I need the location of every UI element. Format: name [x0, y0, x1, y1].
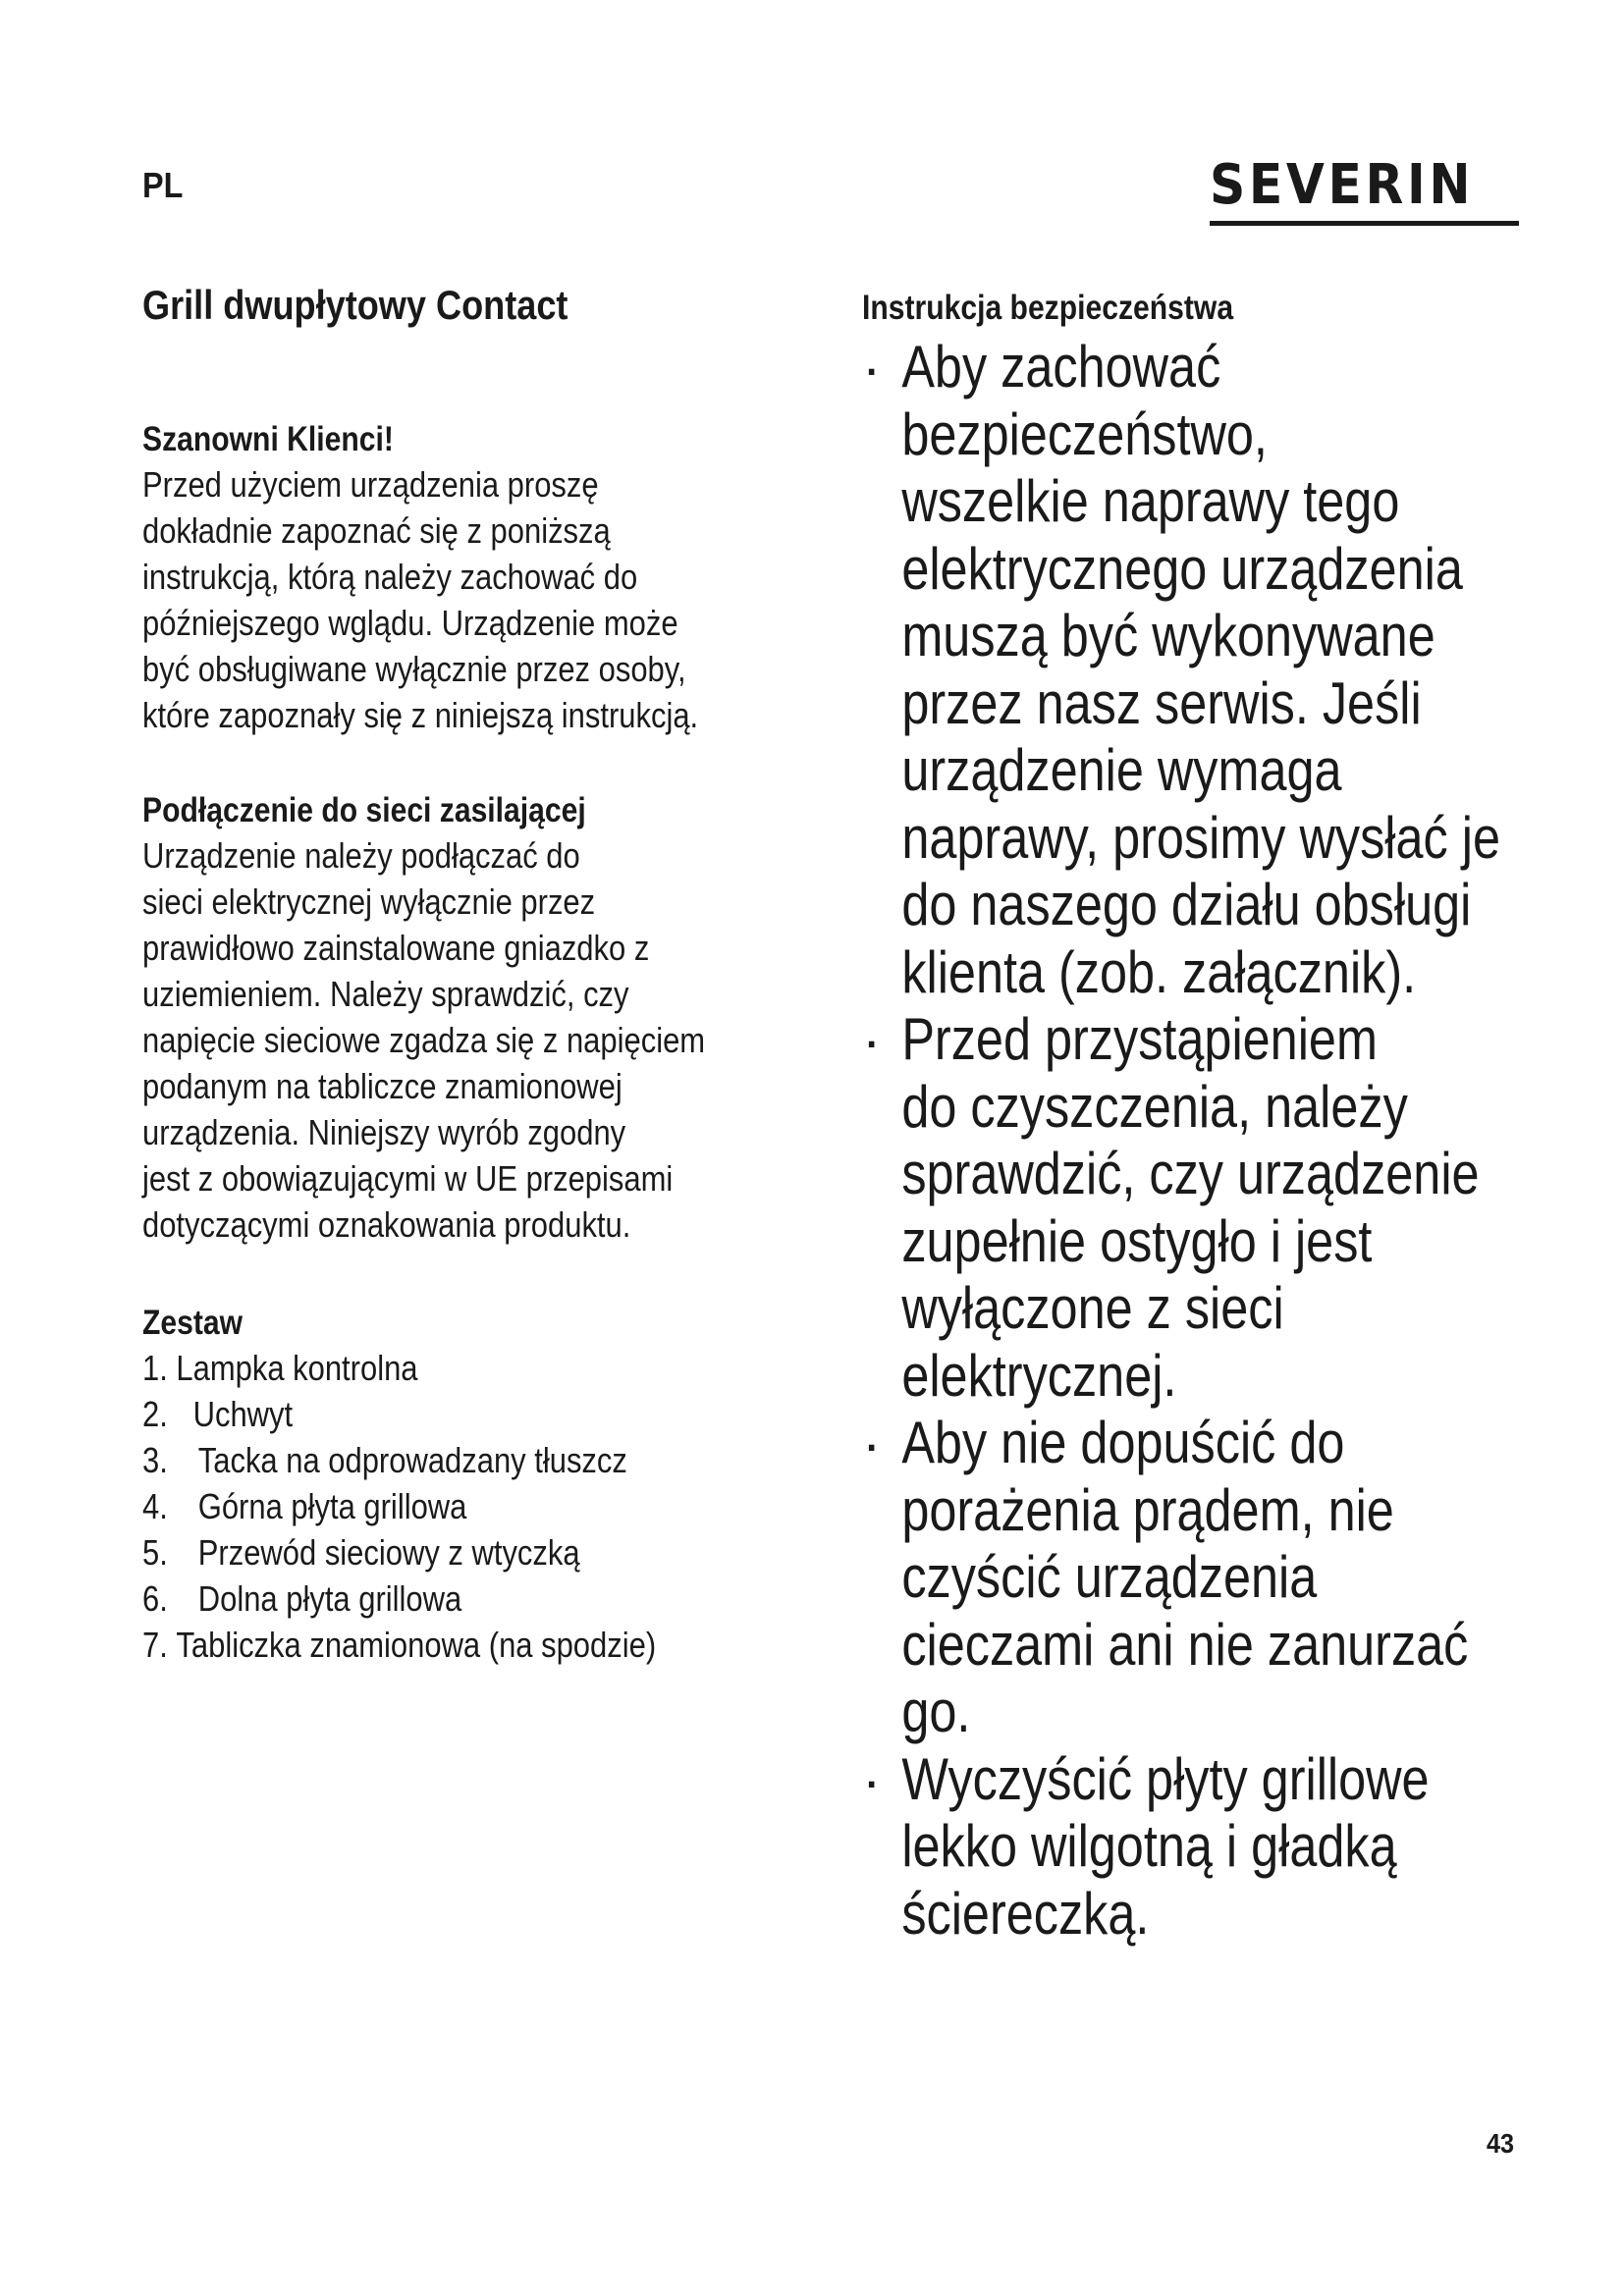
right-column — [862, 287, 1549, 1948]
safety-line: Wyczyścić płyty grillowe — [901, 1745, 1430, 1812]
list-item-number: 4. — [142, 1486, 168, 1526]
list-item — [142, 1622, 657, 1668]
bullet-icon: · — [862, 1413, 882, 1476]
list-item-number: 3. — [142, 1440, 168, 1480]
list-item-number: 5. — [142, 1532, 168, 1573]
safety-line: do naszego działu obsługi — [901, 872, 1472, 937]
paragraph-line: jest z obowiązującymi w UE przepisami — [142, 1158, 674, 1199]
paragraph-line: Urządzenie należy podłączać do — [142, 835, 580, 876]
brand-logo-underline — [1210, 221, 1519, 226]
left-column — [142, 281, 810, 1665]
safety-item — [862, 334, 1549, 1006]
paragraph-line: podanym na tabliczce znamionowej — [142, 1066, 623, 1106]
list-item-number: 7. — [142, 1625, 168, 1665]
safety-line: klienta (zob. załącznik). — [901, 938, 1417, 1005]
paragraph-line: Przed użyciem urządzenia proszę — [142, 464, 599, 505]
list-item-text: Lampka kontrolna — [176, 1348, 418, 1388]
safety-heading: Instrukcja bezpieczeństwa — [862, 289, 1234, 327]
safety-item — [862, 1006, 1549, 1410]
list-item-number: 1. — [142, 1348, 168, 1388]
list-item-text: Tacka na odprowadzany tłuszcz — [197, 1440, 627, 1480]
safety-line: elektrycznej. — [901, 1342, 1177, 1409]
paragraph-line: instrukcją, którą należy zachować do — [142, 557, 638, 597]
paragraph-line: prawidłowo zainstalowane gniazdko z — [142, 928, 650, 968]
safety-line: porażenia prądem, nie — [901, 1476, 1394, 1543]
safety-line: elektrycznego urządzenia — [901, 535, 1463, 602]
safety-line: zupełnie ostygło i jest — [901, 1207, 1373, 1274]
greeting-heading: Szanowni Klienci! — [142, 420, 394, 458]
safety-line: do czyszczenia, należy — [901, 1073, 1408, 1140]
safety-line: sprawdzić, czy urządzenie — [901, 1141, 1480, 1206]
list-item-number: 6. — [142, 1578, 168, 1619]
paragraph-line: dokładnie zapoznać się z poniższą — [142, 510, 611, 551]
list-item — [142, 1529, 580, 1575]
language-code: PL — [142, 165, 184, 205]
page-number: 43 — [1487, 2128, 1515, 2159]
safety-line: naprawy, prosimy wysłać je — [901, 804, 1500, 871]
safety-item — [862, 1410, 1549, 1746]
list-item — [142, 1391, 294, 1437]
bullet-icon: · — [862, 1009, 882, 1073]
safety-line: Aby zachować — [901, 334, 1221, 400]
brand-logo-text: SEVERIN — [1210, 153, 1475, 217]
safety-line: ściereczką. — [901, 1880, 1150, 1947]
set-list — [142, 1345, 657, 1668]
safety-item — [862, 1746, 1549, 1949]
safety-line: muszą być wykonywane — [901, 603, 1435, 668]
safety-line: Przed przystąpieniem — [901, 1006, 1378, 1072]
document-title: Grill dwupłytowy Contact — [142, 282, 568, 328]
greeting-section — [142, 418, 788, 738]
connection-heading: Podłączenie do sieci zasilającej — [142, 791, 586, 829]
paragraph-line: dotyczącymi oznakowania produktu. — [142, 1204, 631, 1245]
paragraph-line: które zapoznały się z niniejszą instrukcją. — [142, 695, 699, 735]
list-item-text: Uchwyt — [192, 1394, 294, 1434]
paragraph-line: napięcie sieciowe zgadza się z napięciem — [142, 1020, 706, 1060]
safety-line: lekko wilgotną i gładką — [901, 1813, 1397, 1879]
bullet-icon: · — [862, 337, 882, 400]
set-section — [142, 1302, 657, 1668]
list-item-number: 2. — [142, 1394, 168, 1434]
safety-line: bezpieczeństwo, — [901, 400, 1268, 467]
paragraph-line: późniejszego wglądu. Urządzenie może — [142, 603, 678, 643]
bullet-icon: · — [862, 1748, 882, 1813]
list-item — [142, 1575, 462, 1622]
list-item — [142, 1483, 467, 1529]
list-item-text: Górna płyta grillowa — [197, 1486, 467, 1526]
safety-line: przez nasz serwis. Jeśli — [901, 669, 1422, 736]
paragraph-line: urządzenia. Niniejszy wyrób zgodny — [142, 1112, 626, 1152]
safety-line: Aby nie dopuścić do — [901, 1410, 1345, 1475]
safety-line: go. — [901, 1679, 971, 1744]
list-item-text: Dolna płyta grillowa — [197, 1578, 462, 1619]
paragraph-line: sieci elektrycznej wyłącznie przez — [142, 881, 596, 922]
list-item — [142, 1437, 627, 1483]
paragraph-line: uziemieniem. Należy sprawdzić, czy — [142, 974, 629, 1014]
connection-section — [142, 789, 796, 1248]
greeting-paragraph — [142, 461, 788, 738]
safety-line: wyłączone z sieci — [901, 1275, 1284, 1341]
safety-line: wszelkie naprawy tego — [901, 468, 1400, 534]
safety-list — [862, 334, 1549, 1948]
list-item-text: Przewód sieciowy z wtyczką — [197, 1532, 580, 1573]
brand-logo — [1210, 153, 1519, 226]
safety-line: cieczami ani nie zanurzać — [901, 1611, 1469, 1678]
list-item-text: Tabliczka znamionowa (na spodzie) — [176, 1625, 657, 1665]
safety-line: urządzenie wymaga — [901, 737, 1342, 803]
safety-line: czyścić urządzenia — [901, 1544, 1318, 1610]
connection-paragraph — [142, 832, 796, 1248]
set-heading: Zestaw — [142, 1304, 244, 1342]
paragraph-line: być obsługiwane wyłącznie przez osoby, — [142, 649, 686, 689]
list-item — [142, 1345, 418, 1391]
